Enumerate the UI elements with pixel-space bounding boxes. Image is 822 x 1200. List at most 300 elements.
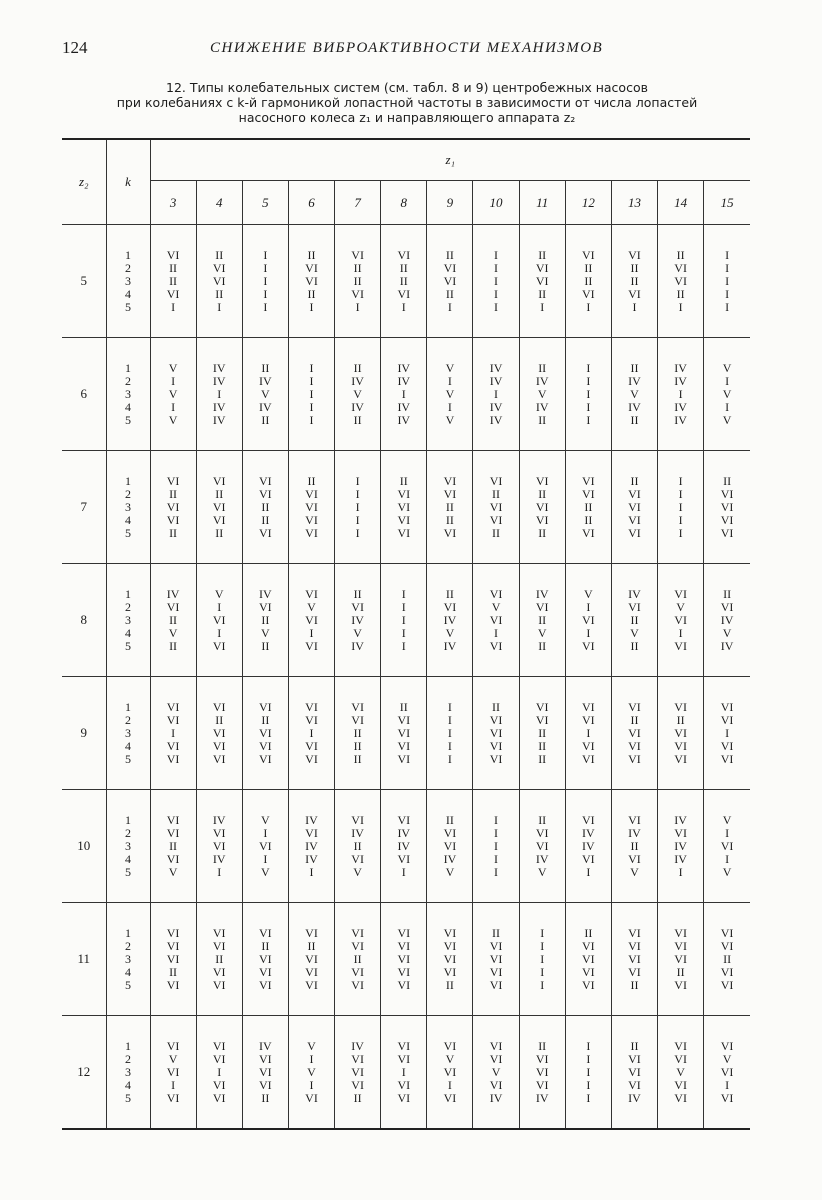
type-cell <box>519 790 565 903</box>
type-value: II <box>353 1090 362 1105</box>
type-value: I <box>355 299 360 314</box>
type-value: II <box>353 738 362 753</box>
type-value: I <box>171 299 176 314</box>
type-value: VI <box>351 1051 364 1066</box>
type-value: V <box>168 1051 178 1066</box>
type-value: I <box>447 712 452 727</box>
type-value: VI <box>212 964 226 979</box>
type-cell <box>473 790 519 903</box>
k-value: 3 <box>125 725 131 740</box>
type-value: II <box>445 977 454 992</box>
type-value: II <box>630 712 639 727</box>
type-value: VI <box>674 699 687 714</box>
type-value: I <box>494 812 499 827</box>
k-values <box>106 903 150 1016</box>
type-cell <box>427 677 473 790</box>
type-cell <box>704 225 750 338</box>
type-value: VI <box>628 247 641 262</box>
type-value: II <box>676 286 685 301</box>
type-value: I <box>586 412 591 427</box>
k-value: 3 <box>125 273 131 288</box>
type-value: VI <box>166 247 180 262</box>
type-value: IV <box>489 373 503 388</box>
type-value: VI <box>489 473 503 488</box>
type-cell <box>150 451 196 564</box>
type-value: VI <box>443 925 457 940</box>
type-value: I <box>447 699 452 714</box>
type-value: II <box>169 486 178 501</box>
type-cell <box>196 451 242 564</box>
type-value: I <box>401 864 406 879</box>
type-cell <box>473 338 519 451</box>
type-value: II <box>676 964 685 979</box>
type-value: II <box>353 360 362 375</box>
type-value: I <box>309 299 314 314</box>
type-value: V <box>261 625 270 640</box>
type-value: V <box>353 386 362 401</box>
type-value: I <box>401 299 406 314</box>
type-value: IV <box>443 851 457 866</box>
type-value: V <box>722 386 732 401</box>
type-value: II <box>538 360 547 375</box>
type-value: VI <box>489 951 503 966</box>
type-value: I <box>586 1090 591 1105</box>
type-value: VI <box>628 499 641 514</box>
type-value: VI <box>489 499 503 514</box>
type-value: I <box>217 864 222 879</box>
type-value: VI <box>212 512 226 527</box>
running-head: СНИЖЕНИЕ ВИБРОАКТИВНОСТИ МЕХАНИЗМОВ <box>210 40 604 56</box>
type-value: VI <box>535 512 549 527</box>
type-value: VI <box>166 1064 180 1079</box>
type-value: I <box>494 286 499 301</box>
z1-value: 10 <box>473 181 519 225</box>
type-value: VI <box>535 1051 549 1066</box>
k-value: 1 <box>125 247 131 262</box>
type-cell <box>658 564 704 677</box>
type-value: VI <box>166 851 180 866</box>
k-values <box>106 338 150 451</box>
type-value: VI <box>212 260 226 275</box>
type-cell <box>427 1016 473 1130</box>
type-value: II <box>215 712 224 727</box>
type-value: VI <box>674 738 687 753</box>
type-value: I <box>309 625 314 640</box>
type-value: II <box>538 1038 547 1053</box>
type-value: VI <box>166 938 180 953</box>
type-value: IV <box>212 399 226 414</box>
k-value: 2 <box>125 938 131 953</box>
type-cell <box>150 338 196 451</box>
type-value: VI <box>443 1090 457 1105</box>
k-value: 3 <box>125 612 131 627</box>
type-value: I <box>586 599 591 614</box>
type-value: II <box>215 247 224 262</box>
type-value: VI <box>212 638 226 653</box>
type-value: I <box>171 373 176 388</box>
type-value: VI <box>628 851 641 866</box>
type-cell <box>242 451 288 564</box>
type-value: VI <box>397 712 411 727</box>
z1-value: 3 <box>150 181 196 225</box>
type-value: V <box>630 625 639 640</box>
k-value: 4 <box>125 1077 131 1092</box>
type-value: VI <box>720 977 734 992</box>
type-value: II <box>584 260 593 275</box>
type-value: II <box>399 260 408 275</box>
z1-value: 12 <box>565 181 611 225</box>
type-value: VI <box>582 525 595 540</box>
type-value: IV <box>351 825 364 840</box>
k-value: 4 <box>125 512 131 527</box>
type-value: VI <box>305 925 318 940</box>
type-value: IV <box>166 586 180 601</box>
type-value: IV <box>397 838 411 853</box>
type-value: VI <box>397 725 411 740</box>
type-value: IV <box>535 851 549 866</box>
table-row <box>62 677 750 790</box>
type-value: VI <box>720 525 734 540</box>
type-cell <box>288 225 334 338</box>
type-value: I <box>309 412 314 427</box>
type-value: VI <box>720 1038 734 1053</box>
type-value: VI <box>628 486 641 501</box>
type-value: I <box>401 1064 406 1079</box>
k-value: 3 <box>125 1064 131 1079</box>
type-value: I <box>355 486 360 501</box>
type-value: VI <box>397 925 411 940</box>
type-value: I <box>586 373 591 388</box>
z1-value: 8 <box>381 181 427 225</box>
type-cell <box>335 1016 381 1130</box>
type-cell <box>658 225 704 338</box>
type-value: I <box>263 286 268 301</box>
type-cell <box>473 903 519 1016</box>
type-cell <box>704 903 750 1016</box>
z2-value: 8 <box>62 564 106 677</box>
type-value: II <box>584 273 593 288</box>
k-value: 1 <box>125 473 131 488</box>
type-cell <box>565 338 611 451</box>
type-value: VI <box>305 951 318 966</box>
type-value: I <box>678 499 683 514</box>
type-cell <box>658 677 704 790</box>
type-value: IV <box>443 612 457 627</box>
type-value: VI <box>259 725 272 740</box>
k-value: 1 <box>125 360 131 375</box>
type-value: VI <box>351 938 364 953</box>
type-value: I <box>447 751 452 766</box>
type-value: VI <box>628 599 641 614</box>
type-value: VI <box>535 838 549 853</box>
z1-header: z₁ <box>150 139 750 181</box>
type-value: I <box>447 738 452 753</box>
k-values <box>106 451 150 564</box>
type-value: V <box>676 599 685 614</box>
type-value: VI <box>259 751 272 766</box>
type-value: II <box>169 638 178 653</box>
type-value: I <box>540 951 545 966</box>
k-value: 2 <box>125 825 131 840</box>
type-cell <box>288 903 334 1016</box>
type-cell <box>288 790 334 903</box>
type-value: VI <box>166 473 180 488</box>
type-value: V <box>307 599 316 614</box>
type-value: V <box>307 1038 316 1053</box>
type-value: VI <box>351 812 364 827</box>
type-value: VI <box>397 951 411 966</box>
type-value: V <box>722 812 732 827</box>
type-value: VI <box>489 586 503 601</box>
z1-value: 9 <box>427 181 473 225</box>
type-value: VI <box>351 699 364 714</box>
type-value: I <box>678 473 683 488</box>
z2-value: 5 <box>62 225 106 338</box>
type-value: VI <box>720 512 734 527</box>
type-value: VI <box>397 1038 411 1053</box>
type-value: VI <box>351 1064 364 1079</box>
type-value: II <box>676 712 685 727</box>
type-value: II <box>630 977 639 992</box>
type-value: V <box>445 360 455 375</box>
type-value: II <box>169 612 178 627</box>
type-value: I <box>355 499 360 514</box>
type-value: II <box>261 360 270 375</box>
type-value: VI <box>489 738 503 753</box>
type-value: VI <box>489 977 503 992</box>
type-value: I <box>540 299 545 314</box>
k-value: 1 <box>125 1038 131 1053</box>
type-value: I <box>355 525 360 540</box>
type-value: VI <box>443 260 457 275</box>
type-value: V <box>445 386 455 401</box>
type-value: VI <box>720 699 734 714</box>
type-cell <box>704 338 750 451</box>
type-value: IV <box>720 612 734 627</box>
type-value: VI <box>535 260 549 275</box>
type-value: VI <box>166 951 180 966</box>
table-body <box>62 225 750 1130</box>
type-value: VI <box>212 1090 226 1105</box>
type-value: VI <box>259 738 272 753</box>
type-value: VI <box>259 964 272 979</box>
type-value: I <box>725 286 730 301</box>
type-value: VI <box>305 586 318 601</box>
type-value: VI <box>166 599 180 614</box>
type-value: VI <box>351 712 364 727</box>
k-value: 2 <box>125 486 131 501</box>
table-row <box>62 338 750 451</box>
type-value: VI <box>443 964 457 979</box>
type-value: IV <box>397 825 411 840</box>
z1-value: 11 <box>519 181 565 225</box>
type-value: VI <box>443 1038 457 1053</box>
type-value: VI <box>489 1038 503 1053</box>
type-cell <box>658 451 704 564</box>
type-value: VI <box>582 712 595 727</box>
type-value: VI <box>720 925 734 940</box>
type-cell <box>658 338 704 451</box>
type-value: V <box>168 864 178 879</box>
type-value: II <box>169 273 178 288</box>
type-value: I <box>217 625 222 640</box>
type-value: VI <box>674 725 687 740</box>
type-value: VI <box>166 499 180 514</box>
type-value: V <box>353 864 362 879</box>
type-value: VI <box>720 599 734 614</box>
type-value: VI <box>720 964 734 979</box>
type-value: I <box>309 1077 314 1092</box>
type-value: VI <box>397 977 411 992</box>
k-values <box>106 1016 150 1130</box>
type-value: I <box>263 260 268 275</box>
type-value: IV <box>628 825 641 840</box>
type-value: I <box>494 625 499 640</box>
k-value: 1 <box>125 699 131 714</box>
type-value: VI <box>720 499 734 514</box>
type-value: VI <box>212 1077 226 1092</box>
type-value: VI <box>443 938 457 953</box>
type-cell <box>288 338 334 451</box>
type-value: VI <box>628 512 641 527</box>
type-value: II <box>630 273 639 288</box>
type-value: I <box>725 825 730 840</box>
type-value: VI <box>166 738 180 753</box>
type-value: IV <box>212 851 226 866</box>
type-value: VI <box>720 712 734 727</box>
type-cell <box>242 225 288 338</box>
type-cell <box>611 451 657 564</box>
type-value: VI <box>582 938 595 953</box>
type-value: VI <box>674 951 687 966</box>
type-value: IV <box>674 851 687 866</box>
type-cell <box>335 451 381 564</box>
type-value: VI <box>628 964 641 979</box>
type-value: II <box>307 247 316 262</box>
type-value: V <box>584 586 593 601</box>
type-value: I <box>494 299 499 314</box>
type-value: I <box>540 964 545 979</box>
type-value: V <box>722 360 732 375</box>
type-value: VI <box>397 964 411 979</box>
type-value: VI <box>259 599 272 614</box>
type-value: VI <box>166 825 180 840</box>
k-value: 4 <box>125 851 131 866</box>
type-value: IV <box>489 1090 503 1105</box>
type-value: I <box>725 247 730 262</box>
k-value: 1 <box>125 586 131 601</box>
type-cell <box>381 451 427 564</box>
type-value: VI <box>212 725 226 740</box>
type-value: VI <box>166 977 180 992</box>
caption-line: насосного колеса z₁ и направляющего аппарата z₂ <box>238 110 576 125</box>
type-value: VI <box>305 525 318 540</box>
type-value: II <box>630 473 639 488</box>
type-value: I <box>586 1064 591 1079</box>
type-cell <box>427 225 473 338</box>
type-value: I <box>586 625 591 640</box>
type-cell <box>611 677 657 790</box>
type-value: I <box>309 399 314 414</box>
z1-value: 4 <box>196 181 242 225</box>
type-value: IV <box>489 360 503 375</box>
type-value: II <box>353 951 362 966</box>
type-cell <box>611 1016 657 1130</box>
type-value: I <box>171 725 176 740</box>
type-value: II <box>215 525 224 540</box>
type-value: II <box>353 725 362 740</box>
type-value: VI <box>674 612 687 627</box>
type-value: II <box>723 586 732 601</box>
type-value: IV <box>489 399 503 414</box>
type-value: V <box>214 586 224 601</box>
type-value: V <box>445 412 455 427</box>
k-values <box>106 790 150 903</box>
type-cell <box>242 1016 288 1130</box>
type-value: VI <box>259 951 272 966</box>
type-value: I <box>263 825 268 840</box>
type-value: I <box>355 473 360 488</box>
type-cell <box>150 1016 196 1130</box>
type-cell <box>519 564 565 677</box>
type-value: I <box>309 1051 314 1066</box>
type-cell <box>565 790 611 903</box>
type-value: VI <box>628 699 641 714</box>
type-value: VI <box>489 712 503 727</box>
type-value: VI <box>674 586 687 601</box>
type-value: VI <box>397 1077 411 1092</box>
type-value: II <box>261 1090 270 1105</box>
type-value: I <box>725 273 730 288</box>
type-cell <box>519 225 565 338</box>
type-cell <box>150 903 196 1016</box>
type-value: VI <box>212 925 226 940</box>
type-value: I <box>586 399 591 414</box>
type-value: V <box>261 812 270 827</box>
type-value: I <box>263 299 268 314</box>
k-value: 2 <box>125 712 131 727</box>
k-value: 4 <box>125 738 131 753</box>
type-value: II <box>723 473 732 488</box>
type-value: VI <box>628 951 641 966</box>
type-value: VI <box>443 838 457 853</box>
type-value: VI <box>305 712 318 727</box>
type-value: II <box>492 925 501 940</box>
type-value: VI <box>166 1090 180 1105</box>
type-cell <box>288 677 334 790</box>
type-cell <box>565 903 611 1016</box>
type-cell <box>335 677 381 790</box>
type-value: II <box>445 812 454 827</box>
type-value: VI <box>582 286 595 301</box>
type-value: VI <box>535 1077 549 1092</box>
z2-value: 6 <box>62 338 106 451</box>
type-value: VI <box>489 1077 503 1092</box>
type-value: II <box>630 260 639 275</box>
z2-value: 11 <box>62 903 106 1016</box>
type-cell <box>519 677 565 790</box>
type-value: IV <box>674 812 687 827</box>
type-value: IV <box>397 412 411 427</box>
type-value: I <box>217 299 222 314</box>
type-value: II <box>630 612 639 627</box>
table-row <box>62 451 750 564</box>
type-value: V <box>491 599 501 614</box>
type-value: VI <box>212 825 226 840</box>
type-value: VI <box>259 486 272 501</box>
type-value: I <box>494 851 499 866</box>
type-value: I <box>447 725 452 740</box>
